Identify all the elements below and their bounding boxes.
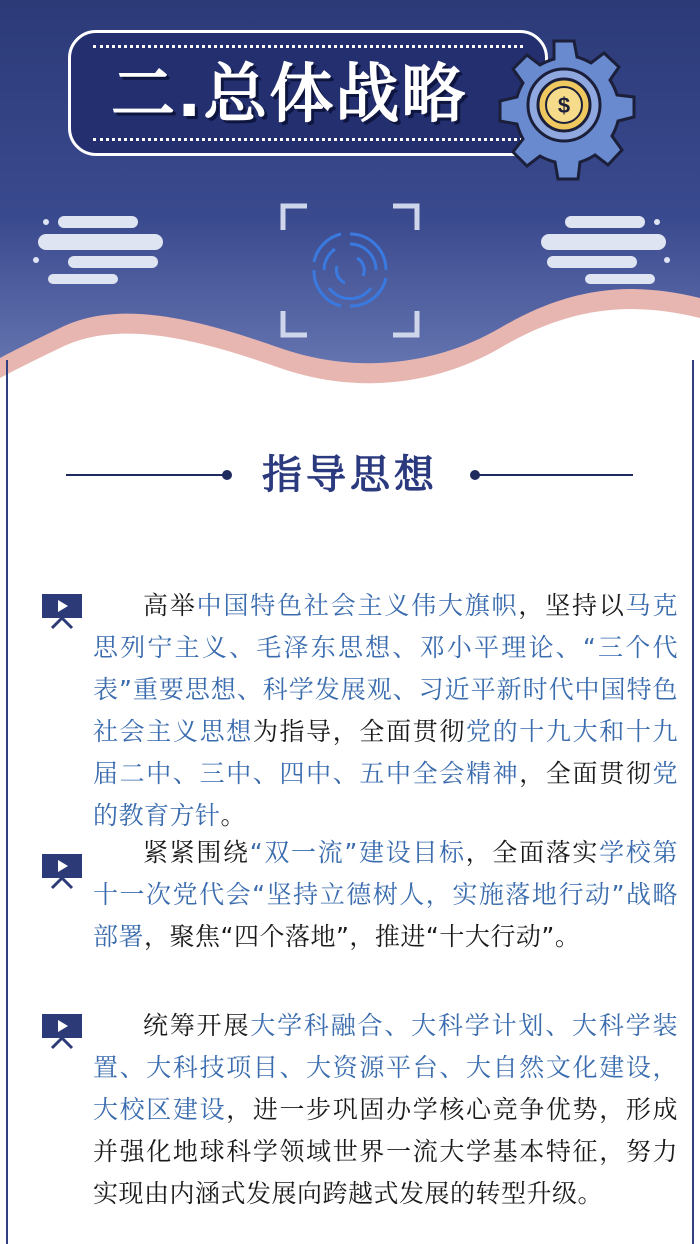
text-segment: 为指导，全面贯彻 (252, 717, 466, 746)
title-banner (68, 30, 548, 156)
text-segment: 。 (220, 801, 247, 830)
text-segment: ，全面落实 (465, 838, 600, 867)
text-segment: ，全面贯彻 (519, 759, 653, 788)
text-segment: ，进一步巩固办学核心竞争优势，形成并强化地球科学领域世界一流大学基本特征，努力实现由内涵式发展向跨越式发展的转型升级。 (93, 1095, 678, 1208)
presentation-board-icon (40, 852, 84, 890)
page-title: 二.总体战略 (111, 58, 468, 132)
divider-right (475, 474, 633, 476)
highlight-text: 中国特色社会主义伟大旗帜 (196, 591, 519, 620)
title-dash-top (93, 45, 523, 48)
speed-lines-right (535, 212, 675, 292)
paragraph-1 (93, 585, 678, 837)
gear-icon (487, 30, 647, 190)
text-segment: 紧紧围绕 (143, 838, 250, 867)
paragraph-3 (93, 1005, 678, 1215)
svg-text:$: $ (557, 93, 571, 118)
paragraph-2 (93, 832, 678, 958)
highlight-text: 党的教育方针 (93, 759, 678, 830)
highlight-text: 党的十九大和十九届二中、三中、四中、五中全会精神 (93, 717, 678, 788)
highlight-text: 大学科融合、大科学计划、大科学装置、大科技项目、大资源平台、大自然文化建设，大校区建设 (93, 1011, 678, 1124)
text-segment: ，坚持以 (518, 591, 626, 620)
presentation-board-icon (40, 592, 84, 630)
text-segment: 统筹开展 (143, 1011, 251, 1040)
highlight-text: “双一流”建设目标 (249, 838, 466, 867)
speed-lines-left (30, 212, 170, 292)
text-segment: 高举 (143, 591, 197, 620)
highlight-text: 马克思列宁主义、毛泽东思想、邓小平理论、“三个代表”重要思想、科学发展观、习近平新时代中国特色社会主义思想 (93, 591, 678, 746)
highlight-text: 学校第十一次党代会“坚持立德树人，实施落地行动”战略部署 (93, 838, 678, 951)
section-title: 指导思想 (262, 452, 438, 498)
target-scan-icon (275, 198, 425, 343)
title-dash-bottom (93, 138, 523, 141)
text-segment: ，聚焦“四个落地”，推进“十大行动”。 (144, 922, 581, 951)
presentation-board-icon (40, 1012, 84, 1050)
